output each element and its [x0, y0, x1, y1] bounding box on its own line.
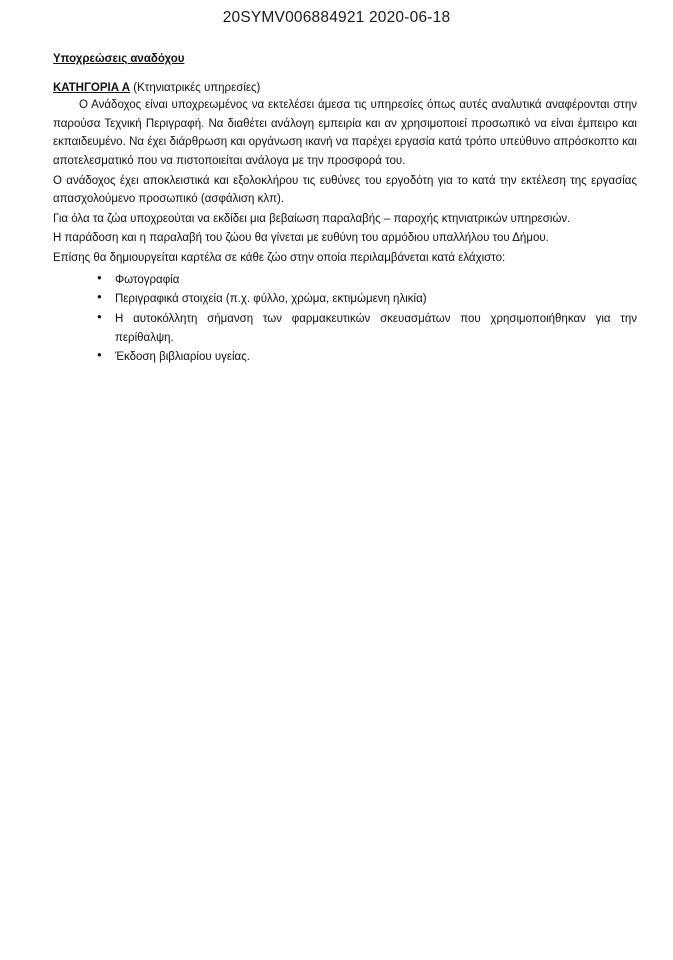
paragraph-3: Για όλα τα ζώα υποχρεούται να εκδίδει μια βεβαίωση παραλαβής – παροχής κτηνιατρικών υπηρεσιών.: [53, 212, 571, 225]
paragraph-4: Η παράδοση και η παραλαβή του ζώου θα γίνεται με ευθύνη του αρμόδιου υπαλλήλου του Δήμου.: [53, 232, 549, 245]
list-item: ● Φωτογραφία: [97, 271, 637, 290]
category-heading: [53, 82, 637, 94]
paragraph-5: Επίσης θα δημιουργείται καρτέλα σε κάθε ζώο στην οποία περιλαμβάνεται κατά ελάχιστο:: [53, 252, 506, 264]
paragraph-2: Ο ανάδοχος έχει αποκλειστικά και εξολοκλήρου τις ευθύνες του εργοδότη για το κατά την εκτέλεση της εργασίας απασχολούμενο προσωπικό (ασφάλιση κλπ).: [53, 174, 637, 206]
list-item: ● Η αυτοκόλλητη σήμανση των φαρμακευτικών σκευασμάτων που χρησιμοποιήθηκαν για την περίθαλψη.: [97, 310, 637, 347]
document-body: [0, 27, 673, 367]
section-title: Υποχρεώσεις αναδόχου: [53, 53, 185, 65]
list-item: ● Περιγραφικά στοιχεία (π.χ. φύλλο, χρώμα, εκτιμώμενη ηλικία): [97, 290, 637, 309]
category-heading-main: ΚΑΤΗΓΟΡΙΑ Α: [53, 82, 131, 94]
document-header-code: 20SYMV006884921 2020-06-18: [222, 9, 451, 26]
bullet-list: [53, 271, 637, 367]
paragraph-1: Ο Ανάδοχος είναι υποχρεωμένος να εκτελέσει άμεσα τις υπηρεσίες όπως αυτές αναλυτικά αναφέρονται στην παρούσα Τεχνική Περιγραφή. Να διαθέτει ανάλογη εμπειρία και αν χρησιμοποιεί προσωπικό να είναι έμπειρο και εκπαιδευμένο. Να έχει διάρθρωση και οργάνωση ικανή να παρέχει εργασία κατά τρόπο υπεύθυνο απρόσκοπτο και αποτελεσματικό που να πιστοποιείται ανάλογα με την προσφορά του.: [53, 99, 637, 167]
list-item: ● Έκδοση βιβλιαρίου υγείας.: [97, 348, 637, 367]
category-heading-sub: (Κτηνιατρικές υπηρεσίες): [133, 82, 261, 94]
